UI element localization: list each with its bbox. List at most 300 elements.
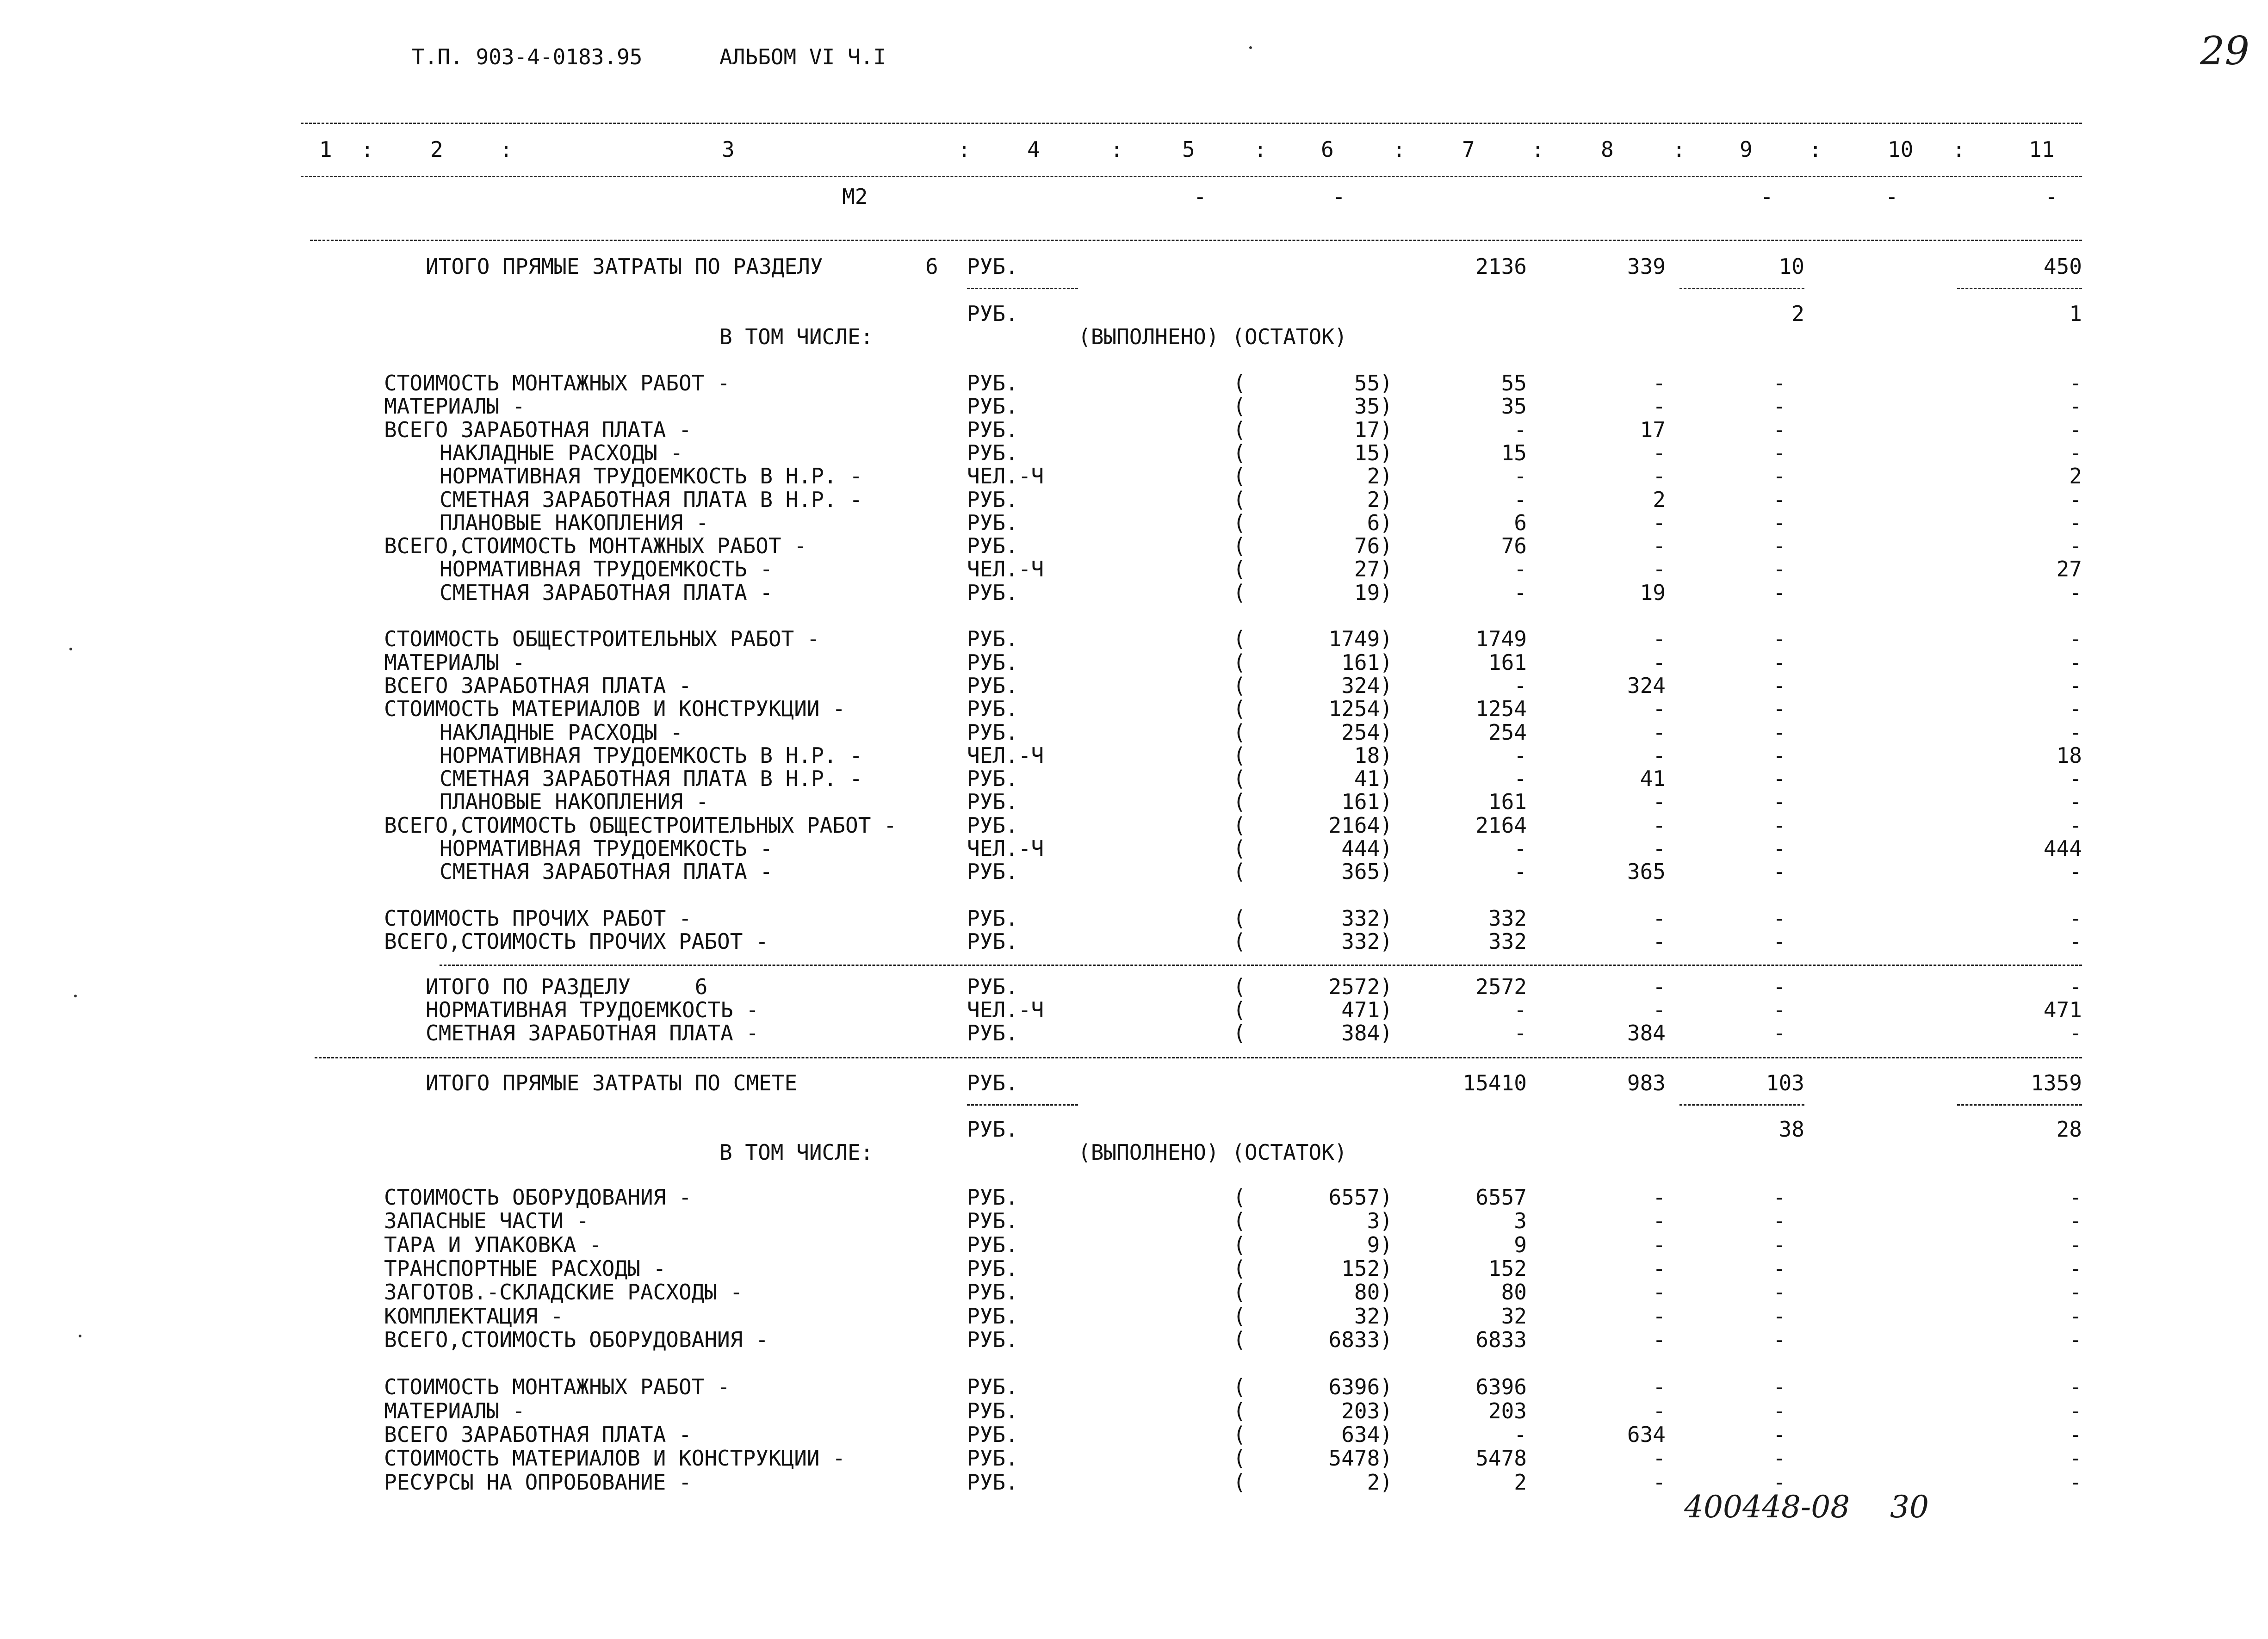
column-separator: : [1952,137,1965,162]
handwritten-code: 400448-08 [1684,1489,1850,1525]
row-col7: 2164 [1475,813,1527,838]
row-label: СМЕТНАЯ ЗАРАБОТНАЯ ПЛАТА В Н.Р. - [440,766,862,791]
row-col8: - [1653,440,1666,465]
row-col9: - [1773,1280,1786,1305]
section-total-col11-second: 1 [2069,301,2082,326]
row-col8: 365 [1627,859,1666,884]
row-col9: - [1773,1208,1786,1233]
row-paren: ( [1233,696,1246,721]
row-paren: ( [1233,1327,1246,1352]
row-col8: - [1653,1398,1666,1423]
row-paren: ( [1233,1470,1246,1495]
row-col7: - [1514,487,1527,512]
row-col11: 27 [2056,557,2082,581]
row-col11: - [2069,1021,2082,1045]
row-label: ВСЕГО,СТОИМОСТЬ ОБОРУДОВАНИЯ - [384,1327,768,1352]
row-unit: РУБ. [967,650,1018,675]
estimate-total-col8: 983 [1627,1070,1666,1095]
row-col9: - [1773,440,1786,465]
row-unit: ЧЕЛ.-Ч [967,464,1044,489]
section-total-col9-second: 2 [1791,301,1804,326]
header-rule-top [301,123,2082,124]
row-col7: 2572 [1475,974,1527,999]
row-col9: - [1773,487,1786,512]
row-paren: ( [1233,394,1246,419]
section-total-col11: 450 [2043,254,2082,279]
row-col8: - [1653,743,1666,768]
row-col11: - [2069,487,2082,512]
row-label: ТАРА И УПАКОВКА - [384,1232,602,1257]
row-col11: - [2069,533,2082,558]
row-col7: - [1514,997,1527,1022]
row-col11: - [2069,1374,2082,1399]
row-done-value: 152) [1341,1256,1393,1281]
summary-label: ИТОГО ПО РАЗДЕЛУ 6 [426,974,708,999]
row-done-value: 32) [1354,1304,1393,1329]
column-number: 1 [319,137,332,162]
column-separator: : [1531,137,1544,162]
row-unit: ЧЕЛ.-Ч [967,557,1044,581]
row-col9: - [1773,650,1786,675]
row-done-value: 80) [1354,1280,1393,1305]
row-paren: ( [1233,557,1246,581]
summary-label: НОРМАТИВНАЯ ТРУДОЕМКОСТЬ - [426,997,759,1022]
row-col9: - [1773,673,1786,698]
row-col9: - [1773,626,1786,651]
row-done-value: 634) [1341,1422,1393,1447]
row-done-value: 1749) [1328,626,1393,651]
row-col11: - [2069,974,2082,999]
row-col8: - [1653,510,1666,535]
row-unit: РУБ. [967,1327,1018,1352]
scan-speck [79,1335,81,1337]
row-col7: - [1514,1422,1527,1447]
row-col7: 15 [1501,440,1527,465]
row-paren: ( [1233,929,1246,954]
row-col8: - [1653,1470,1666,1495]
row-col7: 6 [1514,510,1527,535]
row-col9: - [1773,906,1786,931]
row-unit: РУБ. [967,1208,1018,1233]
row-paren: ( [1233,720,1246,745]
row-col7: - [1514,417,1527,442]
row-done-value: 6833) [1328,1327,1393,1352]
row-col8: - [1653,1280,1666,1305]
row-col9: - [1773,766,1786,791]
row-col9: - [1773,929,1786,954]
row-col9: - [1773,1256,1786,1281]
row-col9: - [1773,580,1786,605]
row-col8: - [1653,929,1666,954]
row-done-value: 324) [1341,673,1393,698]
row-col11: - [2069,650,2082,675]
row-label: ТРАНСПОРТНЫЕ РАСХОДЫ - [384,1256,666,1281]
row-unit: РУБ. [967,906,1018,931]
row-col9: - [1773,1185,1786,1210]
row-col7: 55 [1501,371,1527,396]
column-separator: : [361,137,374,162]
top-row-col10: - [1885,184,1898,209]
row-paren: ( [1233,580,1246,605]
row-col7: 6557 [1475,1185,1527,1210]
row-label: СТОИМОСТЬ ПРОЧИХ РАБОТ - [384,906,692,931]
row-col9: - [1773,997,1786,1022]
row-col11: - [2069,417,2082,442]
row-col11: - [2069,1470,2082,1495]
estimate-done-label: (ВЫПОЛНЕНО) (ОСТАТОК) [1078,1140,1347,1165]
estimate-total-col9-second: 38 [1778,1117,1804,1142]
row-unit: РУБ. [967,1185,1018,1210]
page-number: 29 [2200,28,2249,74]
row-col7: 6396 [1475,1374,1527,1399]
row-unit: РУБ. [967,813,1018,838]
row-label: СМЕТНАЯ ЗАРАБОТНАЯ ПЛАТА - [440,580,773,605]
row-paren: ( [1233,1280,1246,1305]
row-label: ВСЕГО ЗАРАБОТНАЯ ПЛАТА - [384,1422,692,1447]
row-done-value: 332) [1341,906,1393,931]
row-paren: ( [1233,1256,1246,1281]
row-col8: 2 [1653,487,1666,512]
column-separator: : [1673,137,1686,162]
row-paren: ( [1233,440,1246,465]
row-paren: ( [1233,1304,1246,1329]
row-done-value: 365) [1341,859,1393,884]
section-total-rule [310,240,2082,241]
row-col7: 332 [1488,906,1527,931]
row-col9: - [1773,1304,1786,1329]
row-col7: 32 [1501,1304,1527,1329]
estimate-total-col9: 103 [1766,1070,1804,1095]
row-done-value: 55) [1354,371,1393,396]
row-done-value: 254) [1341,720,1393,745]
row-unit: РУБ. [967,766,1018,791]
row-paren: ( [1233,906,1246,931]
row-paren: ( [1233,859,1246,884]
section-total-col7: 2136 [1475,254,1527,279]
row-paren: ( [1233,1398,1246,1423]
row-col11: - [2069,440,2082,465]
row-col11: - [2069,1422,2082,1447]
row-col11: - [2069,580,2082,605]
row-done-value: 161) [1341,789,1393,814]
row-col8: - [1653,1232,1666,1257]
row-unit: РУБ. [967,510,1018,535]
row-col8: - [1653,836,1666,861]
row-col11: - [2069,766,2082,791]
row-paren: ( [1233,836,1246,861]
row-col8: 17 [1640,417,1666,442]
row-done-value: 6557) [1328,1185,1393,1210]
row-col7: 3 [1514,1208,1527,1233]
column-number: 4 [1027,137,1040,162]
row-unit: РУБ. [967,626,1018,651]
row-paren: ( [1233,1422,1246,1447]
row-col7: 161 [1488,789,1527,814]
row-unit: РУБ. [967,1422,1018,1447]
handwritten-page: 30 [1890,1489,1929,1525]
row-col9: - [1773,1232,1786,1257]
row-label: СТОИМОСТЬ ОБОРУДОВАНИЯ - [384,1185,692,1210]
row-col7: - [1514,464,1527,489]
row-col11: - [2069,1446,2082,1471]
row-unit: РУБ. [967,1374,1018,1399]
row-label: СТОИМОСТЬ МОНТАЖНЫХ РАБОТ - [384,1374,730,1399]
estimate-total-label: ИТОГО ПРЯМЫЕ ЗАТРАТЫ ПО СМЕТЕ [426,1070,798,1095]
row-col11: - [2069,673,2082,698]
row-col8: 19 [1640,580,1666,605]
column-separator: : [1254,137,1267,162]
row-col8: 324 [1627,673,1666,698]
row-col9: - [1773,836,1786,861]
row-done-value: 2) [1367,464,1393,489]
row-col7: 161 [1488,650,1527,675]
estimate-total-col7: 15410 [1462,1070,1527,1095]
row-col7: - [1514,859,1527,884]
row-col11: - [2069,1232,2082,1257]
row-col9: - [1773,1021,1786,1045]
sub-rule [967,1104,1078,1106]
row-paren: ( [1233,1374,1246,1399]
row-unit: РУБ. [967,1256,1018,1281]
row-label: МАТЕРИАЛЫ - [384,394,525,419]
row-label: СМЕТНАЯ ЗАРАБОТНАЯ ПЛАТА - [440,859,773,884]
row-paren: ( [1233,626,1246,651]
row-col11: - [2069,813,2082,838]
row-col7: 5478 [1475,1446,1527,1471]
row-col8: - [1653,1374,1666,1399]
row-done-value: 6) [1367,510,1393,535]
row-unit: РУБ. [967,1470,1018,1495]
row-done-value: 203) [1341,1398,1393,1423]
row-col7: - [1514,743,1527,768]
row-col8: - [1653,1327,1666,1352]
row-col9: - [1773,859,1786,884]
row-col8: - [1653,813,1666,838]
row-done-value: 9) [1367,1232,1393,1257]
section-total-label: ИТОГО ПРЯМЫЕ ЗАТРАТЫ ПО РАЗДЕЛУ [426,254,823,279]
estimate-total-col11: 1359 [2031,1070,2082,1095]
scan-speck [69,648,72,650]
row-col9: - [1773,1470,1786,1495]
row-label: ВСЕГО ЗАРАБОТНАЯ ПЛАТА - [384,417,692,442]
row-label: НОРМАТИВНАЯ ТРУДОЕМКОСТЬ В Н.Р. - [440,464,862,489]
row-col11: - [2069,1256,2082,1281]
row-done-value: 35) [1354,394,1393,419]
row-done-value: 444) [1341,836,1393,861]
row-col7: - [1514,766,1527,791]
row-col7: - [1514,836,1527,861]
column-separator: : [1393,137,1406,162]
row-paren: ( [1233,464,1246,489]
row-unit: РУБ. [967,1304,1018,1329]
row-label: ВСЕГО,СТОИМОСТЬ МОНТАЖНЫХ РАБОТ - [384,533,807,558]
row-col11: - [2069,371,2082,396]
row-paren: ( [1233,766,1246,791]
row-paren: ( [1233,743,1246,768]
row-col7: 76 [1501,533,1527,558]
row-col11: - [2069,1327,2082,1352]
row-col8: - [1653,789,1666,814]
row-unit: РУБ. [967,929,1018,954]
row-col9: - [1773,743,1786,768]
row-col7: - [1514,557,1527,581]
row-paren: ( [1233,1446,1246,1471]
row-label: ВСЕГО,СТОИМОСТЬ ПРОЧИХ РАБОТ - [384,929,768,954]
section-total-unit: РУБ. [967,254,1018,279]
row-col11: 18 [2056,743,2082,768]
row-label: ПЛАНОВЫЕ НАКОПЛЕНИЯ - [440,789,709,814]
row-label: ЗАПАСНЫЕ ЧАСТИ - [384,1208,589,1233]
row-paren: ( [1233,813,1246,838]
row-col9: - [1773,1327,1786,1352]
row-col8: - [1653,394,1666,419]
row-done-value: 161) [1341,650,1393,675]
row-label: НОРМАТИВНАЯ ТРУДОЕМКОСТЬ - [440,836,773,861]
row-paren: ( [1233,1208,1246,1233]
row-col9: - [1773,417,1786,442]
row-col7: 1254 [1475,696,1527,721]
column-number: 3 [722,137,735,162]
row-unit: РУБ. [967,789,1018,814]
section-incl-label: В ТОМ ЧИСЛЕ: [719,324,874,349]
top-row-col6: - [1332,184,1345,209]
header-rule-bottom [301,176,2082,177]
row-col11: - [2069,1398,2082,1423]
row-col9: - [1773,974,1786,999]
row-col11: 471 [2043,997,2082,1022]
row-col9: - [1773,464,1786,489]
row-done-value: 76) [1354,533,1393,558]
row-unit: РУБ. [967,974,1018,999]
column-number: 5 [1182,137,1195,162]
summary-label: СМЕТНАЯ ЗАРАБОТНАЯ ПЛАТА - [426,1021,759,1045]
estimate-incl-label: В ТОМ ЧИСЛЕ: [719,1140,874,1165]
row-label: КОМПЛЕКТАЦИЯ - [384,1304,564,1329]
row-col11: - [2069,789,2082,814]
row-done-value: 2) [1367,1470,1393,1495]
row-col7: 9 [1514,1232,1527,1257]
sub-rule [1679,288,1804,289]
row-col8: 384 [1627,1021,1666,1045]
row-col8: - [1653,557,1666,581]
row-col8: - [1653,1446,1666,1471]
row-col11: - [2069,859,2082,884]
row-label: СТОИМОСТЬ МАТЕРИАЛОВ И КОНСТРУКЦИИ - [384,1446,845,1471]
top-row-unit: М2 [842,184,868,209]
row-col8: - [1653,650,1666,675]
row-paren: ( [1233,371,1246,396]
top-row-col9: - [1760,184,1773,209]
row-done-value: 332) [1341,929,1393,954]
row-done-value: 5478) [1328,1446,1393,1471]
row-col11: - [2069,510,2082,535]
row-col11: - [2069,1280,2082,1305]
column-number: 10 [1888,137,1914,162]
row-label: СТОИМОСТЬ МАТЕРИАЛОВ И КОНСТРУКЦИИ - [384,696,845,721]
sub-rule [1957,1104,2082,1106]
row-done-value: 2) [1367,487,1393,512]
row-col9: - [1773,557,1786,581]
row-label: ВСЕГО,СТОИМОСТЬ ОБЩЕСТРОИТЕЛЬНЫХ РАБОТ - [384,813,897,838]
row-col8: - [1653,906,1666,931]
row-col11: - [2069,1208,2082,1233]
row-col11: 444 [2043,836,2082,861]
row-col7: 203 [1488,1398,1527,1423]
row-label: ПЛАНОВЫЕ НАКОПЛЕНИЯ - [440,510,709,535]
row-done-value: 18) [1354,743,1393,768]
row-unit: ЧЕЛ.-Ч [967,836,1044,861]
row-col7: 35 [1501,394,1527,419]
row-paren: ( [1233,974,1246,999]
row-unit: РУБ. [967,720,1018,745]
row-label: СТОИМОСТЬ ОБЩЕСТРОИТЕЛЬНЫХ РАБОТ - [384,626,820,651]
row-col8: - [1653,696,1666,721]
row-col7: - [1514,1021,1527,1045]
row-col11: - [2069,929,2082,954]
estimate-total-unit: РУБ. [967,1070,1018,1095]
row-unit: РУБ. [967,1232,1018,1257]
row-col9: - [1773,371,1786,396]
row-label: НАКЛАДНЫЕ РАСХОДЫ - [440,720,683,745]
row-col8: - [1653,1185,1666,1210]
row-col8: - [1653,371,1666,396]
column-separator: : [958,137,971,162]
row-col8: - [1653,974,1666,999]
sub-rule [1957,288,2082,289]
row-unit: РУБ. [967,487,1018,512]
row-col9: - [1773,1374,1786,1399]
row-col7: 152 [1488,1256,1527,1281]
section-total-col8: 339 [1627,254,1666,279]
row-col9: - [1773,813,1786,838]
row-unit: РУБ. [967,417,1018,442]
row-col7: - [1514,580,1527,605]
row-col9: - [1773,1398,1786,1423]
row-unit: РУБ. [967,394,1018,419]
scan-speck [1249,46,1252,49]
section-total-col9: 10 [1778,254,1804,279]
row-col9: - [1773,533,1786,558]
row-done-value: 41) [1354,766,1393,791]
sub-rule [967,288,1078,289]
column-separator: : [1809,137,1822,162]
row-col7: 254 [1488,720,1527,745]
summary-rule [440,965,2082,966]
row-paren: ( [1233,1232,1246,1257]
row-col7: - [1514,673,1527,698]
row-col7: 332 [1488,929,1527,954]
row-done-value: 17) [1354,417,1393,442]
row-paren: ( [1233,1021,1246,1045]
row-col8: - [1653,1256,1666,1281]
row-col9: - [1773,394,1786,419]
row-unit: РУБ. [967,859,1018,884]
row-unit: ЧЕЛ.-Ч [967,997,1044,1022]
row-done-value: 19) [1354,580,1393,605]
row-label: МАТЕРИАЛЫ - [384,1398,525,1423]
row-col7: 80 [1501,1280,1527,1305]
row-col11: - [2069,696,2082,721]
row-label: РЕСУРСЫ НА ОПРОБОВАНИЕ - [384,1470,692,1495]
row-col9: - [1773,510,1786,535]
row-col11: - [2069,626,2082,651]
row-done-value: 1254) [1328,696,1393,721]
row-done-value: 384) [1341,1021,1393,1045]
row-col11: - [2069,720,2082,745]
top-row-col5: - [1194,184,1207,209]
row-col8: - [1653,720,1666,745]
row-col8: - [1653,1208,1666,1233]
